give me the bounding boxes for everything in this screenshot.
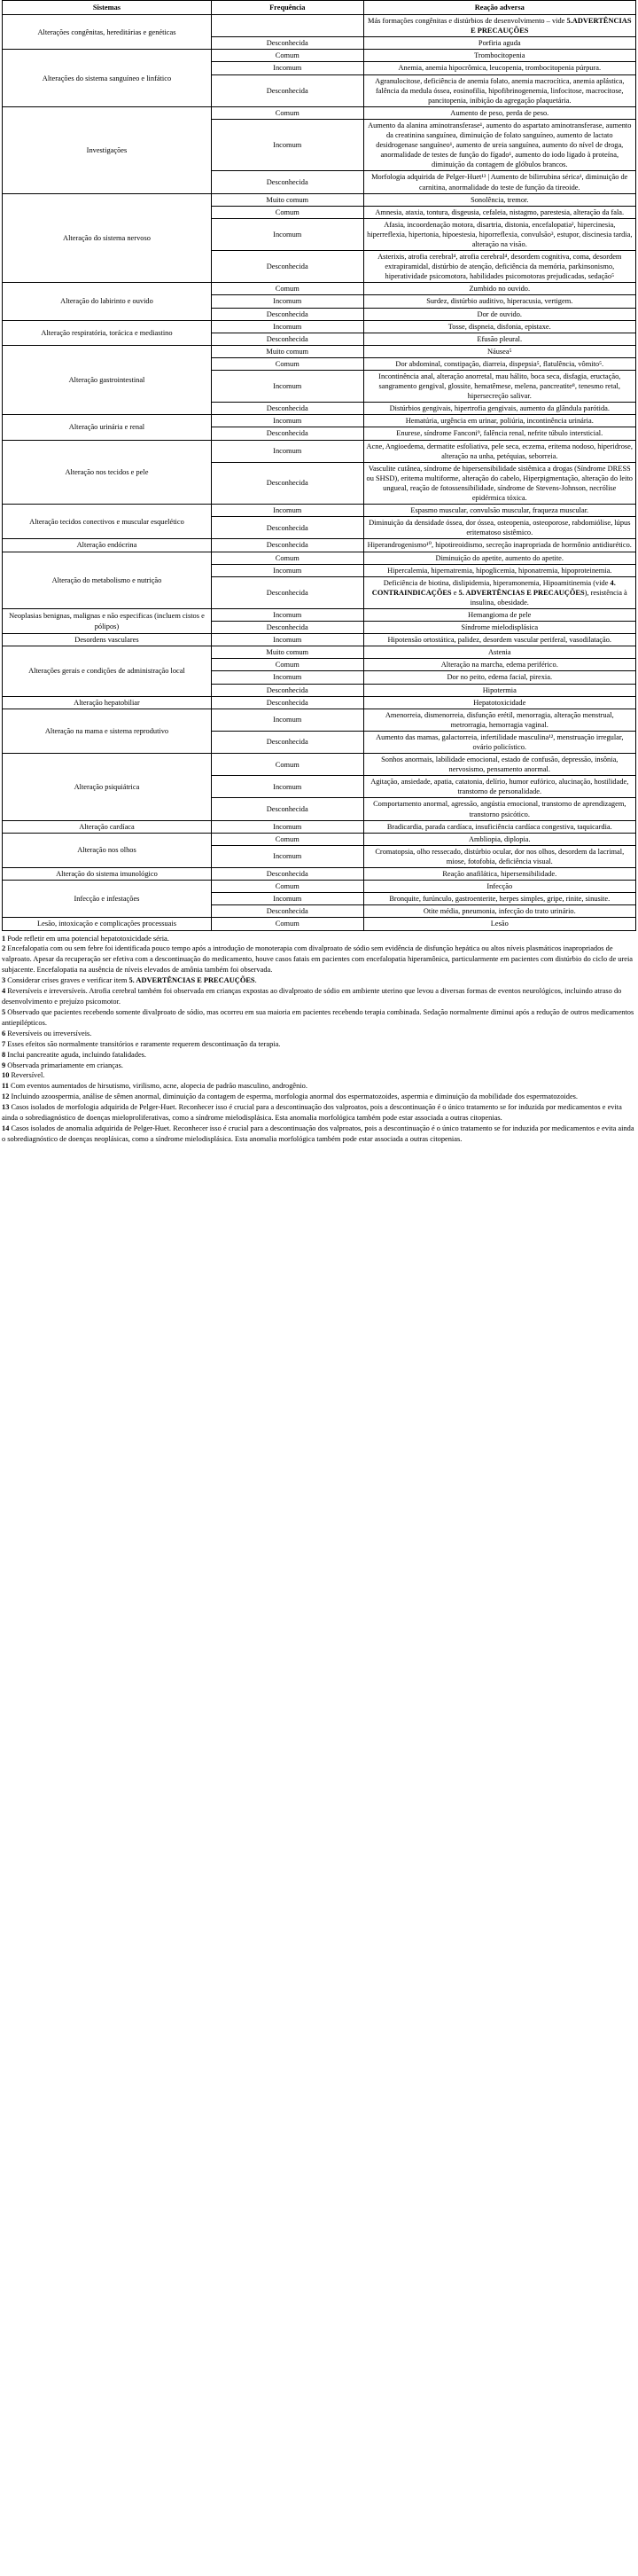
footnote-text: Incluindo azoospermia, análise de sêmen anormal, diminuição da contagem de esperma, morfologia anormal dos espermatozoides, aspermia e diminuição da mobilidade dos espermatozoides. — [11, 1092, 579, 1101]
reaction-cell: Hematúria, urgência em urinar, poliúria, incontinência urinária. — [363, 415, 635, 427]
frequency-cell: Desconhecida — [211, 905, 363, 918]
frequency-cell: Muito comum — [211, 345, 363, 357]
system-name-cell: Alteração do labirinto e ouvido — [3, 283, 212, 320]
footnote-number: 12 — [2, 1092, 10, 1101]
reaction-cell: Dor abdominal, constipação, diarreia, dispepsia⁵, flatulência, vômito⁵. — [363, 357, 635, 370]
frequency-cell: Comum — [211, 283, 363, 295]
reaction-cell: Incontinência anal, alteração anorretal, mau hálito, boca seca, disfagia, eructação, sangramento gengival, glossite, hematêmese, melena, pancreatite⁸, tenesmo retal, hipersecreção salivar. — [363, 371, 635, 403]
reaction-cell: Enurese, síndrome Fanconi⁹, falência renal, nefrite túbulo intersticial. — [363, 427, 635, 440]
frequency-cell: Incomum — [211, 671, 363, 684]
system-name-cell: Alteração nos tecidos e pele — [3, 440, 212, 505]
frequency-cell: Desconhecida — [211, 308, 363, 320]
footnote-text: Pode refletir em uma potencial hepatotoxicidade séria. — [7, 934, 169, 943]
frequency-cell: Incomum — [211, 295, 363, 308]
frequency-cell: Desconhecida — [211, 576, 363, 608]
footnote-text: Inclui pancreatite aguda, incluindo fatalidades. — [7, 1050, 147, 1059]
table-row — [3, 868, 636, 881]
reaction-cell: Hipotensão ortostática, palidez, desordem vascular periferal, vasodilatação. — [363, 634, 635, 646]
frequency-cell: Desconhecida — [211, 798, 363, 820]
footnote-number: 14 — [2, 1124, 10, 1133]
frequency-cell: Incomum — [211, 776, 363, 798]
system-name-cell: Neoplasias benignas, malignas e não especificas (incluem cistos e pólipos) — [3, 608, 212, 633]
frequency-cell: Desconhecida — [211, 403, 363, 415]
frequency-cell: Incomum — [211, 608, 363, 621]
reaction-cell: Hiperandrogenismo¹⁰, hipotireoidismo, secreção inapropriada de hormônio antidiurético. — [363, 539, 635, 552]
reaction-cell: Dor no peito, edema facial, pirexia. — [363, 671, 635, 684]
system-name-cell: Alteração urinária e renal — [3, 415, 212, 440]
reaction-cell: Vasculite cutânea, síndrome de hipersensibilidade sistêmica a drogas (Síndrome DRESS ou SHSD), eritema multiforme, alteração do cabelo, Hiperpigmentação, alteração do leito ungueal, reação de fotossensibilidade, síndrome de Stevens-Johnson, necrólise epidérmica tóxica. — [363, 462, 635, 504]
reaction-cell: Hepatotoxicidade — [363, 696, 635, 709]
reaction-cell: Dor de ouvido. — [363, 308, 635, 320]
reaction-cell: Reação anafilática, hipersensibilidade. — [363, 868, 635, 881]
frequency-cell: Incomum — [211, 62, 363, 74]
system-name-cell: Investigações — [3, 106, 212, 193]
table-row — [3, 320, 636, 333]
reaction-cell: Otite média, pneumonia, infecção do trato urinário. — [363, 905, 635, 918]
reaction-cell: Distúrbios gengivais, hipertrofia gengivais, aumento da glândula parótida. — [363, 403, 635, 415]
table-row — [3, 283, 636, 295]
frequency-cell: Comum — [211, 918, 363, 930]
frequency-cell: Desconhecida — [211, 74, 363, 106]
table-row — [3, 646, 636, 659]
reaction-cell: Agranulocitose, deficiência de anemia folato, anemia macrocítica, anemia aplástica, falência da medula óssea, eosinofilia, hipofibrinogenemia, linfocitose, macrocitose, pancitopenia, inibição da agregação plaquetária. — [363, 74, 635, 106]
frequency-cell: Desconhecida — [211, 684, 363, 696]
footnote-number: 13 — [2, 1103, 10, 1112]
frequency-cell: Comum — [211, 754, 363, 776]
table-row — [3, 505, 636, 517]
document-sheet — [2, 0, 636, 1145]
footnote-text: Esses efeitos são normalmente transitórios e raramente requerem descontinuação da terapia. — [7, 1039, 281, 1048]
reaction-cell: Agitação, ansiedade, apatia, catatonia, delírio, humor eufórico, alucinação, hostilidade, transtorno de personalidade. — [363, 776, 635, 798]
footnote-number: 6 — [2, 1029, 6, 1037]
table-row — [3, 539, 636, 552]
footnote — [2, 1007, 636, 1029]
frequency-cell: Comum — [211, 552, 363, 564]
footnote-number: 10 — [2, 1071, 10, 1080]
frequency-cell: Incomum — [211, 893, 363, 905]
system-name-cell: Alteração respiratória, torácica e mediastino — [3, 320, 212, 345]
frequency-cell: Incomum — [211, 119, 363, 170]
frequency-cell: Desconhecida — [211, 427, 363, 440]
system-name-cell: Alteração endócrina — [3, 539, 212, 552]
table-row — [3, 552, 636, 564]
frequency-cell: Incomum — [211, 564, 363, 576]
table-row — [3, 106, 636, 119]
frequency-cell: Desconhecida — [211, 251, 363, 283]
footnote — [2, 1029, 636, 1039]
reaction-cell: Astenia — [363, 646, 635, 659]
footnote-text: Casos isolados de anomalia adquirida de Pelger-Huet. Reconhecer isso é crucial para a descontinuação dos valproatos, pois a descontinuação é o único tratamento se for induzida por medicamentos e evita ainda o sobrediagnóstico de doenças neoplásicas, como a síndrome mielodisplásica. Esta anomalia morfológica também pode estar associada a outras citopenias. — [2, 1124, 634, 1144]
frequency-cell: Desconhecida — [211, 462, 363, 504]
system-name-cell: Alteração hepatobiliar — [3, 696, 212, 709]
reaction-cell: Asterixis, atrofia cerebral⁴, atrofia cerebral⁴, desordem cognitiva, coma, desordem extrapiramidal, distúrbio de atenção, deficiência da memória, parkinsonismo, hiperatividade psicomotora, habilidades psicomotoras prejudicadas, sedação⁵ — [363, 251, 635, 283]
page — [2, 0, 636, 1145]
footnote — [2, 1124, 636, 1145]
reaction-cell: Ambliopia, diplopia. — [363, 833, 635, 845]
frequency-cell: Incomum — [211, 820, 363, 833]
system-name-cell: Alteração gastrointestinal — [3, 345, 212, 415]
frequency-cell: Desconhecida — [211, 37, 363, 50]
reaction-cell: Síndrome mielodisplásica — [363, 622, 635, 634]
footnotes — [2, 934, 636, 1145]
footnote — [2, 1070, 636, 1081]
table-row — [3, 696, 636, 709]
footnote-text: Reversíveis e irreversíveis. Atrofia cerebral também foi observada em crianças expostas ao divalproato de sódio em ambiente uterino que levou a diversas formas de eventos neurológicos, incluindo atraso do desenvolvimento e prejuízo psicomotor. — [2, 987, 622, 1006]
frequency-cell: Incomum — [211, 845, 363, 867]
frequency-cell: Muito comum — [211, 646, 363, 659]
reaction-cell: Anemia, anemia hipocrômica, leucopenia, trombocitopenia púrpura. — [363, 62, 635, 74]
reaction-cell: Aumento das mamas, galactorreia, infertilidade masculina¹², menstruação irregular, ovário policístico. — [363, 731, 635, 753]
footnote-text: Com eventos aumentados de hirsutismo, virilismo, acne, alopecia de padrão masculino, androgênio. — [11, 1082, 307, 1091]
footnote-text: Observada primariamente em crianças. — [7, 1061, 123, 1069]
system-name-cell: Alteração do sistema imunológico — [3, 868, 212, 881]
footnote — [2, 1061, 636, 1071]
frequency-cell: Incomum — [211, 320, 363, 333]
table-row — [3, 709, 636, 731]
frequency-cell: Incomum — [211, 505, 363, 517]
reaction-cell: Diminuição da densidade óssea, dor óssea, osteopenia, osteoporose, rabdomiólise, lúpus eritematoso sistêmico. — [363, 517, 635, 539]
footnote-text: Considerar crises graves e verificar item 5. ADVERTÊNCIAS E PRECAUÇÕES. — [7, 976, 257, 985]
adverse-reactions-table — [2, 0, 636, 931]
frequency-cell: Desconhecida — [211, 696, 363, 709]
reaction-cell: Náusea⁵ — [363, 345, 635, 357]
reaction-cell: Cromatopsia, olho ressecado, distúrbio ocular, dor nos olhos, desordem da lacrimal, miose, fotofobia, deficiência visual. — [363, 845, 635, 867]
header-reacao-adversa: Reação adversa — [363, 1, 635, 15]
reaction-cell: Hipotermia — [363, 684, 635, 696]
reaction-cell: Lesão — [363, 918, 635, 930]
table-row — [3, 634, 636, 646]
frequency-cell: Comum — [211, 881, 363, 893]
system-name-cell: Alteração nos olhos — [3, 833, 212, 867]
reaction-cell: Alteração na marcha, edema periférico. — [363, 659, 635, 671]
system-name-cell: Alteração do sistema nervoso — [3, 193, 212, 283]
footnote — [2, 986, 636, 1007]
reaction-cell: Acne, Angioedema, dermatite esfoliativa, pele seca, eczema, eritema nodoso, hiperidrose, alteração na unha, petéquias, seborreia. — [363, 440, 635, 462]
frequency-cell: Comum — [211, 106, 363, 119]
footnote — [2, 1102, 636, 1124]
frequency-cell: Incomum — [211, 440, 363, 462]
frequency-cell: Incomum — [211, 371, 363, 403]
reaction-cell: Sonolência, tremor. — [363, 193, 635, 206]
footnote-number: 9 — [2, 1061, 6, 1069]
reaction-cell: Diminuição do apetite, aumento do apetite. — [363, 552, 635, 564]
footnote — [2, 1081, 636, 1092]
reaction-cell: Porfiria aguda — [363, 37, 635, 50]
footnote-text: Reversível. — [11, 1071, 45, 1080]
reaction-cell: Infecção — [363, 881, 635, 893]
table-row — [3, 918, 636, 930]
system-name-cell: Alteração psiquiátrica — [3, 754, 212, 821]
reaction-cell: Amenorreia, dismenorreia, disfunção erétil, menorragia, alteração menstrual, metrorragia, hemorragia vaginal. — [363, 709, 635, 731]
footnote-number: 1 — [2, 934, 6, 943]
frequency-cell: Incomum — [211, 415, 363, 427]
reaction-cell: Morfologia adquirida de Pelger-Huet¹³ | Aumento de bilirrubina sérica¹, diminuição de carnitina, anormalidade do teste de função da tireoide. — [363, 171, 635, 193]
footnote-number: 7 — [2, 1039, 6, 1048]
frequency-cell: Muito comum — [211, 193, 363, 206]
footnote-number: 8 — [2, 1050, 6, 1059]
reaction-cell: Tosse, dispneia, disfonia, epistaxe. — [363, 320, 635, 333]
system-name-cell: Alterações gerais e condições de administração local — [3, 646, 212, 696]
reaction-cell: Aumento de peso, perda de peso. — [363, 106, 635, 119]
system-name-cell: Alteração do metabolismo e nutrição — [3, 552, 212, 608]
frequency-cell: Incomum — [211, 634, 363, 646]
footnote — [2, 934, 636, 944]
frequency-cell: Comum — [211, 50, 363, 62]
footnote-number: 2 — [2, 944, 6, 953]
header-frequencia: Frequência — [211, 1, 363, 15]
footnote-number: 11 — [2, 1082, 9, 1091]
frequency-cell: Desconhecida — [211, 517, 363, 539]
reaction-cell: Trombocitopenia — [363, 50, 635, 62]
table-body — [3, 15, 636, 930]
footnote — [2, 1092, 636, 1102]
system-name-cell: Lesão, intoxicação e complicações processuais — [3, 918, 212, 930]
table-row — [3, 754, 636, 776]
table-row — [3, 608, 636, 621]
frequency-cell: Desconhecida — [211, 868, 363, 881]
table-row — [3, 440, 636, 462]
reaction-cell: Aumento da alanina aminotransferase¹, aumento do aspartato aminotransferase, aumento da creatinina sanguínea, diminuição de folato sanguíneo, aumento de lactato desidrogenase sanguíneo¹, aumento de ureia sanguínea, aumento do nível de droga, anormalidade de testes de função do fígado¹, aumento do iodo ligado à proteína, diminuição da contagem de glóbulos brancos. — [363, 119, 635, 170]
frequency-cell: Incomum — [211, 218, 363, 250]
footnote — [2, 1039, 636, 1050]
table-row — [3, 50, 636, 62]
footnote-text: Casos isolados de morfologia adquirida de Pelger-Huet. Reconhecer isso é crucial para a descontinuação dos valproatos, pois a descontinuação é o único tratamento se for induzida por medicamentos e evita ainda o sobrediagnóstico de doenças mieloproliferativas, como a síndrome mielodisplásica. Esta anomalia morfológica também pode estar associada a outras citopenias. — [2, 1103, 622, 1123]
footnote-number: 3 — [2, 976, 6, 985]
footnote-text: Reversíveis ou irreversíveis. — [7, 1029, 92, 1037]
reaction-cell: Más formações congênitas e distúrbios de desenvolvimento – vide 5.ADVERTÊNCIAS E PRECAUÇÕES — [363, 15, 635, 37]
table-row — [3, 820, 636, 833]
footnote-number: 4 — [2, 987, 6, 996]
frequency-cell — [211, 15, 363, 37]
reaction-cell: Bradicardia, parada cardíaca, insuficiência cardíaca congestiva, taquicardia. — [363, 820, 635, 833]
reaction-cell: Zumbido no ouvido. — [363, 283, 635, 295]
table-header-row — [3, 1, 636, 15]
frequency-cell: Comum — [211, 357, 363, 370]
footnote-number: 5 — [2, 1007, 6, 1016]
reaction-cell: Surdez, distúrbio auditivo, hiperacusia, vertigem. — [363, 295, 635, 308]
reaction-cell: Afasia, incoordenação motora, disartria, distonia, encefalopatia², hipercinesia, hiperreflexia, hipertonia, hipoestesia, hiporreflexia, convulsão³, estupor, discinesia tardia, alteração na visão. — [363, 218, 635, 250]
reaction-cell: Bronquite, furúnculo, gastroenterite, herpes simples, gripe, rinite, sinusite. — [363, 893, 635, 905]
reaction-cell: Espasmo muscular, convulsão muscular, fraqueza muscular. — [363, 505, 635, 517]
system-name-cell: Alteração cardíaca — [3, 820, 212, 833]
footnote — [2, 943, 636, 975]
reaction-cell: Sonhos anormais, labilidade emocional, estado de confusão, depressão, insônia, nervosismo, pensamento anormal. — [363, 754, 635, 776]
footnote-text: Observado que pacientes recebendo somente divalproato de sódio, mas ocorreu em sua maioria em pacientes recebendo terapia combinada. Sedação normalmente diminui após a redução de outros medicamentos antiepilépticos. — [2, 1007, 634, 1027]
table-row — [3, 415, 636, 427]
frequency-cell: Comum — [211, 659, 363, 671]
system-name-cell: Alterações congênitas, hereditárias e genéticas — [3, 15, 212, 50]
frequency-cell: Comum — [211, 833, 363, 845]
reaction-cell: Hemangioma de pele — [363, 608, 635, 621]
system-name-cell: Alteração na mama e sistema reprodutivo — [3, 709, 212, 753]
table-row — [3, 15, 636, 37]
footnote-text: Encefalopatia com ou sem febre foi identificada pouco tempo após a introdução de monoterapia com divalproato de sódio sem evidência de disfunção hepática ou altos níveis plasmáticos inapropriados de valproato. Apesar da recuperação ser efetiva com a descontinuação do medicamento, houve casos fatais em pacientes com encefalopatia hiperamônica, particularmente em pacientes com distúrbio do ciclo de ureia subjacente. Encefalopatia na ausência de níveis elevados de amônia também foi observada. — [2, 944, 634, 975]
frequency-cell: Incomum — [211, 709, 363, 731]
reaction-cell: Deficiência de biotina, dislipidemia, hiperamonemia, Hipoamitinemia (vide 4. CONTRAINDICAÇÕES e 5. ADVERTÊNCIAS E PRECAUÇÕES), resistência à insulina, obesidade. — [363, 576, 635, 608]
frequency-cell: Desconhecida — [211, 731, 363, 753]
frequency-cell: Desconhecida — [211, 622, 363, 634]
reaction-cell: Comportamento anormal, agressão, angústia emocional, transtorno de aprendizagem, transtorno psicótico. — [363, 798, 635, 820]
footnote — [2, 1050, 636, 1061]
footnote — [2, 975, 636, 986]
table-row — [3, 881, 636, 893]
frequency-cell: Comum — [211, 206, 363, 218]
frequency-cell: Desconhecida — [211, 333, 363, 345]
system-name-cell: Desordens vasculares — [3, 634, 212, 646]
header-sistemas: Sistemas — [3, 1, 212, 15]
table-row — [3, 833, 636, 845]
reaction-cell: Amnesia, ataxia, tontura, disgeusia, cefaleia, nistagmo, parestesia, alteração da fala. — [363, 206, 635, 218]
system-name-cell: Alterações do sistema sanguíneo e linfático — [3, 50, 212, 106]
system-name-cell: Alteração tecidos conectivos e muscular esquelético — [3, 505, 212, 539]
system-name-cell: Infecção e infestações — [3, 881, 212, 918]
frequency-cell: Desconhecida — [211, 171, 363, 193]
reaction-cell: Efusão pleural. — [363, 333, 635, 345]
reaction-cell: Hipercalemia, hipernatremia, hipoglicemia, hiponatremia, hipoproteinemia. — [363, 564, 635, 576]
table-row — [3, 193, 636, 206]
table-row — [3, 345, 636, 357]
frequency-cell: Desconhecida — [211, 539, 363, 552]
